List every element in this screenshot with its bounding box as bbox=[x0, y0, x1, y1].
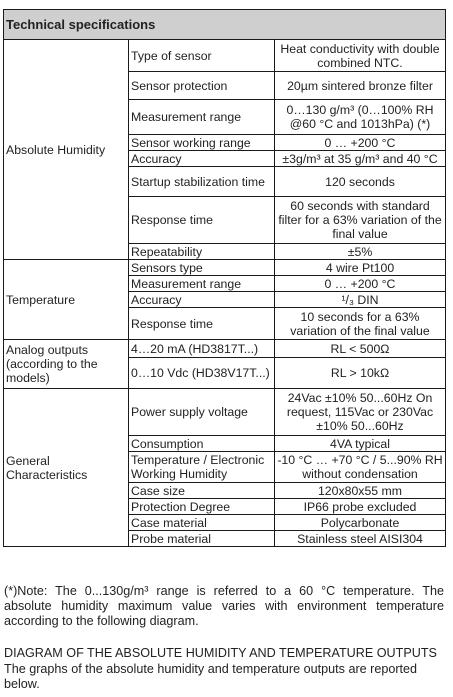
param-cell: 4…20 mA (HD3817T...) bbox=[129, 340, 275, 358]
value-cell: RL > 10kΩ bbox=[275, 358, 446, 389]
value-cell: IP66 probe excluded bbox=[275, 499, 446, 515]
param-cell: 0…10 Vdc (HD38V17T...) bbox=[129, 358, 275, 389]
value-cell: 0 … +200 °C bbox=[275, 276, 446, 292]
value-cell: 10 seconds for a 63% variation of the final value bbox=[275, 308, 446, 340]
param-cell: Type of sensor bbox=[129, 40, 275, 72]
value-cell: ±3g/m³ at 35 g/m³ and 40 °C bbox=[275, 151, 446, 167]
value-cell: 4 wire Pt100 bbox=[275, 260, 446, 276]
param-cell: Measurement range bbox=[129, 100, 275, 135]
value-cell: Stainless steel AISI304 bbox=[275, 531, 446, 547]
spec-table bbox=[3, 9, 446, 547]
value-cell: Polycarbonate bbox=[275, 515, 446, 531]
param-cell: Temperature / Electronic Working Humidity bbox=[129, 452, 275, 483]
table-header-row bbox=[4, 10, 446, 40]
table-row bbox=[4, 260, 446, 276]
param-cell: Case material bbox=[129, 515, 275, 531]
value-cell: ±5% bbox=[275, 244, 446, 260]
param-cell: Startup stabilization time bbox=[129, 167, 275, 197]
table-row bbox=[4, 40, 446, 72]
value-cell: ¹/₃ DIN bbox=[275, 292, 446, 308]
param-cell: Sensors type bbox=[129, 260, 275, 276]
param-cell: Measurement range bbox=[129, 276, 275, 292]
section-heading: DIAGRAM OF THE ABSOLUTE HUMIDITY AND TEMPERATURE OUTPUTS bbox=[4, 646, 437, 660]
value-cell: 0 … +200 °C bbox=[275, 135, 446, 151]
param-cell: Accuracy bbox=[129, 292, 275, 308]
value-cell: -10 °C … +70 °C / 5...90% RH without condensation bbox=[275, 452, 446, 483]
param-cell: Response time bbox=[129, 197, 275, 244]
value-cell: 60 seconds with standard filter for a 63% variation of the final value bbox=[275, 197, 446, 244]
category-temperature: Temperature bbox=[4, 260, 129, 340]
param-cell: Sensor protection bbox=[129, 72, 275, 100]
value-cell: 20µm sintered bronze filter bbox=[275, 72, 446, 100]
category-general-characteristics: General Characteristics bbox=[4, 389, 129, 547]
param-cell: Accuracy bbox=[129, 151, 275, 167]
value-cell: 4VA typical bbox=[275, 436, 446, 452]
param-cell: Case size bbox=[129, 483, 275, 499]
value-cell: 120x80x55 mm bbox=[275, 483, 446, 499]
param-cell: Repeatability bbox=[129, 244, 275, 260]
param-cell: Sensor working range bbox=[129, 135, 275, 151]
param-cell: Protection Degree bbox=[129, 499, 275, 515]
value-cell: RL < 500Ω bbox=[275, 340, 446, 358]
param-cell: Response time bbox=[129, 308, 275, 340]
param-cell: Power supply voltage bbox=[129, 389, 275, 436]
category-analog-outputs: Analog outputs (according to the models) bbox=[4, 340, 129, 389]
value-cell: Heat conductivity with double combined NTC. bbox=[275, 40, 446, 72]
table-row bbox=[4, 340, 446, 358]
table-title: Technical specifications bbox=[4, 10, 446, 40]
category-absolute-humidity: Absolute Humidity bbox=[4, 40, 129, 260]
param-cell: Probe material bbox=[129, 531, 275, 547]
value-cell: 24Vac ±10% 50...60Hz On request, 115Vac or 230Vac ±10% 50...60Hz bbox=[275, 389, 446, 436]
section-paragraph: The graphs of the absolute humidity and temperature outputs are reported below. bbox=[4, 662, 418, 691]
table-row bbox=[4, 389, 446, 436]
param-cell: Consumption bbox=[129, 436, 275, 452]
footnote: (*)Note: The 0...130g/m³ range is referred to a 60 °C temperature. The absolute humidity maximum value varies with environment temperature according to the following diagram. bbox=[4, 584, 444, 628]
value-cell: 120 seconds bbox=[275, 167, 446, 197]
value-cell: 0…130 g/m³ (0…100% RH @60 °C and 1013hPa) (*) bbox=[275, 100, 446, 135]
